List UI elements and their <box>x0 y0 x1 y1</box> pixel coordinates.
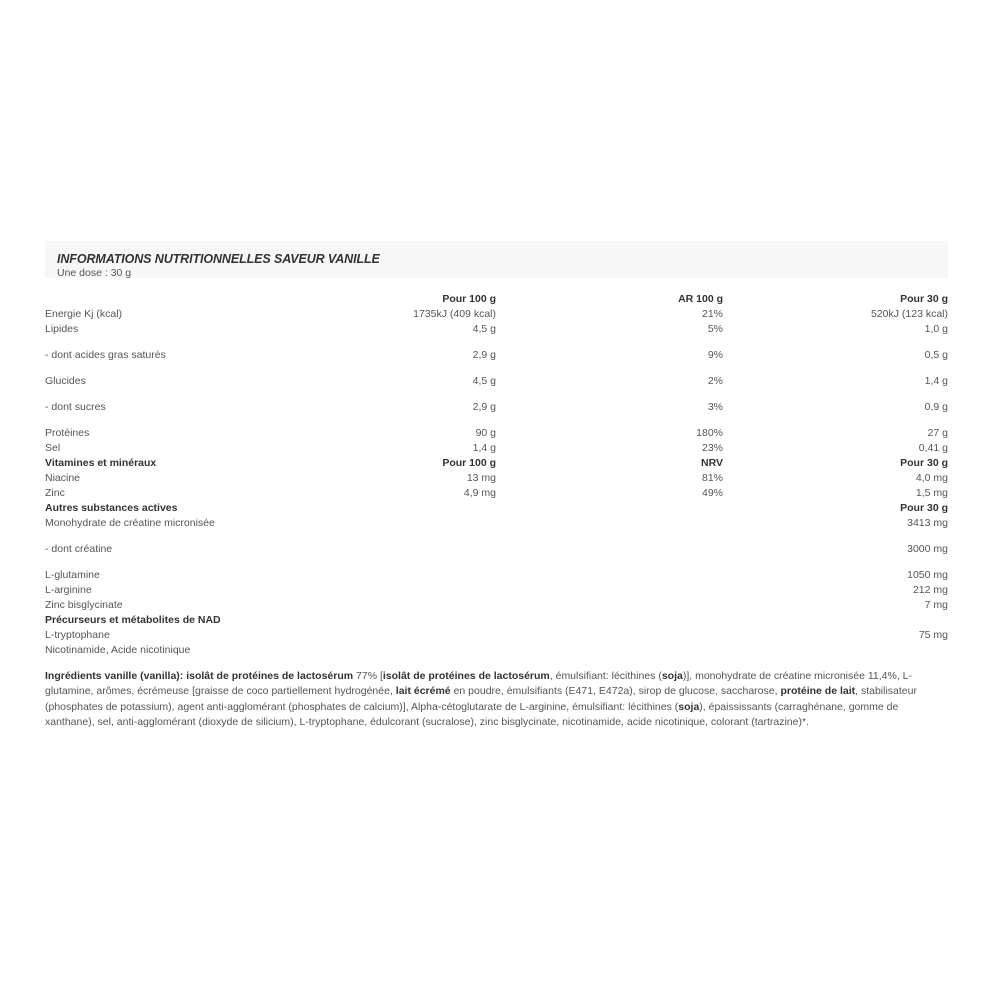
column-header: NRV <box>701 457 723 469</box>
table-row <box>45 598 948 613</box>
section-header-active <box>45 501 948 516</box>
ingredients-text-segment: , émulsifiant: lécithines ( <box>549 670 662 682</box>
ingredients-text-segment: ), épaississants (carraghénane, gomme de xanthane), sel, anti-agglomérant (dioxyde de silicium), L-tryptophane, édulcorant (sucralose), zinc bisglycinate, nicotinamide, acide nicotinique, colorant (tartrazine)*. <box>45 700 899 729</box>
per100-value: 4,5 g <box>472 323 496 335</box>
table-row <box>45 568 948 583</box>
per100-value: 13 mg <box>466 472 496 484</box>
per30-value: 520kJ (123 kcal) <box>870 308 948 320</box>
nutrition-header <box>45 241 948 278</box>
table-row <box>45 471 948 486</box>
table-row <box>45 486 948 501</box>
ingredients-allergen: soja <box>661 670 683 682</box>
table-row <box>45 542 948 568</box>
per30-value: 212 mg <box>912 584 948 596</box>
table-row <box>45 441 948 456</box>
per100-value: 2,9 g <box>472 349 496 361</box>
row-label: - dont créatine <box>45 543 113 555</box>
column-header: Pour 30 g <box>900 457 948 469</box>
per30-value: 0,41 g <box>918 442 948 454</box>
nutrition-table-wrap <box>45 292 948 658</box>
nutrition-table <box>45 292 948 658</box>
ar-value: 49% <box>701 487 723 499</box>
table-row <box>45 307 948 322</box>
column-header: Pour 100 g <box>442 457 496 469</box>
per100-value: 1735kJ (409 kcal) <box>413 308 496 320</box>
column-header: Pour 100 g <box>442 293 496 305</box>
dose-info: Une dose : 30 g <box>57 267 132 279</box>
ingredients-text-segment: en poudre, émulsifiants (E471, E472a), sirop de glucose, saccharose, <box>450 685 781 698</box>
ar-value: 2% <box>707 375 723 387</box>
ingredients-allergen: lait écrémé <box>395 685 451 698</box>
row-label: Lipides <box>45 323 79 335</box>
table-row <box>45 516 948 542</box>
ar-value: 3% <box>707 401 723 413</box>
per100-value: 4,5 g <box>472 375 496 387</box>
ar-value: 180% <box>696 427 723 439</box>
column-header: AR 100 g <box>678 293 723 305</box>
ar-value: 9% <box>707 349 723 361</box>
per100-value: 1,4 g <box>472 442 496 454</box>
ar-value: 21% <box>701 308 723 320</box>
ingredients-text-segment: 77% [ <box>353 670 383 682</box>
row-label: Sel <box>45 442 61 454</box>
ingredients-text-segment: , stabilisateur (phosphates de potassium), agent anti-agglomérant (phosphates de calcium)], Alpha-cétoglutarate de L-arginine, émulsifiant: lécithines ( <box>45 685 917 713</box>
section-title: Précurseurs et métabolites de NAD <box>45 614 221 626</box>
table-row <box>45 322 948 348</box>
row-label: Nicotinamide, Acide nicotinique <box>45 644 191 656</box>
per30-value: 3413 mg <box>907 517 948 529</box>
nutrition-title: INFORMATIONS NUTRITIONNELLES SAVEUR VANILLE <box>57 252 380 266</box>
row-label: - dont acides gras saturés <box>45 349 166 361</box>
column-header <box>45 292 345 307</box>
per30-value: 0,5 g <box>924 349 948 361</box>
nutrition-panel <box>45 241 948 658</box>
ar-value: 23% <box>701 442 723 454</box>
ar-value: 81% <box>701 472 723 484</box>
section-header-nad <box>45 613 948 628</box>
row-label: Glucides <box>45 375 86 387</box>
section-title: Autres substances actives <box>45 502 178 514</box>
ingredients-allergen: isolât de protéines de lactosérum <box>382 670 550 682</box>
table-row <box>45 426 948 441</box>
table-row <box>45 643 948 658</box>
table-row <box>45 374 948 400</box>
per30-value: 1050 mg <box>907 569 948 581</box>
row-label: Protéines <box>45 427 90 439</box>
per100-value: 4,9 mg <box>463 487 496 499</box>
row-label: - dont sucres <box>45 401 106 413</box>
per100-value: 90 g <box>475 427 496 439</box>
row-label: Zinc <box>45 487 65 499</box>
section-header-vitamins <box>45 456 948 471</box>
row-label: Monohydrate de créatine micronisée <box>45 517 215 529</box>
table-header-row <box>45 292 948 307</box>
row-label: L-glutamine <box>45 569 100 581</box>
ingredients-bold: Ingrédients vanille (vanilla): isolât de protéines de lactosérum <box>45 670 354 682</box>
per30-value: 1,4 g <box>924 375 948 387</box>
row-label: L-arginine <box>45 584 92 596</box>
per30-value: 1,5 mg <box>915 487 948 499</box>
row-label: Energie Kj (kcal) <box>45 308 123 320</box>
per30-value <box>723 643 948 658</box>
column-header: Pour 30 g <box>900 293 948 305</box>
ingredients-allergen: protéine de lait <box>780 685 856 698</box>
per100-value: 2,9 g <box>472 401 496 413</box>
per30-value: 4,0 mg <box>915 472 948 484</box>
section-title: Vitamines et minéraux <box>45 457 157 469</box>
row-label: Niacine <box>45 472 81 484</box>
per30-value: 1,0 g <box>924 323 948 335</box>
column-header: Pour 30 g <box>900 502 948 514</box>
table-row <box>45 348 948 374</box>
row-label: Zinc bisglycinate <box>45 599 123 611</box>
ar-value: 5% <box>707 323 723 335</box>
row-label: L-tryptophane <box>45 629 110 641</box>
per30-value: 3000 mg <box>907 543 948 555</box>
ingredients-allergen: soja <box>678 700 700 713</box>
ingredients-text-segment: )], monohydrate de créatine micronisée 11,4%, L-glutamine, arômes, écrémeuse [graisse de coco partiellement hydrogénée, <box>45 670 912 698</box>
per30-value: 27 g <box>927 427 948 439</box>
table-row <box>45 583 948 598</box>
table-row <box>45 628 948 643</box>
ingredients-text <box>45 669 948 731</box>
per30-value: 0,9 g <box>924 401 948 413</box>
per30-value: 7 mg <box>924 599 948 611</box>
per30-value: 75 mg <box>918 629 948 641</box>
table-row <box>45 400 948 426</box>
